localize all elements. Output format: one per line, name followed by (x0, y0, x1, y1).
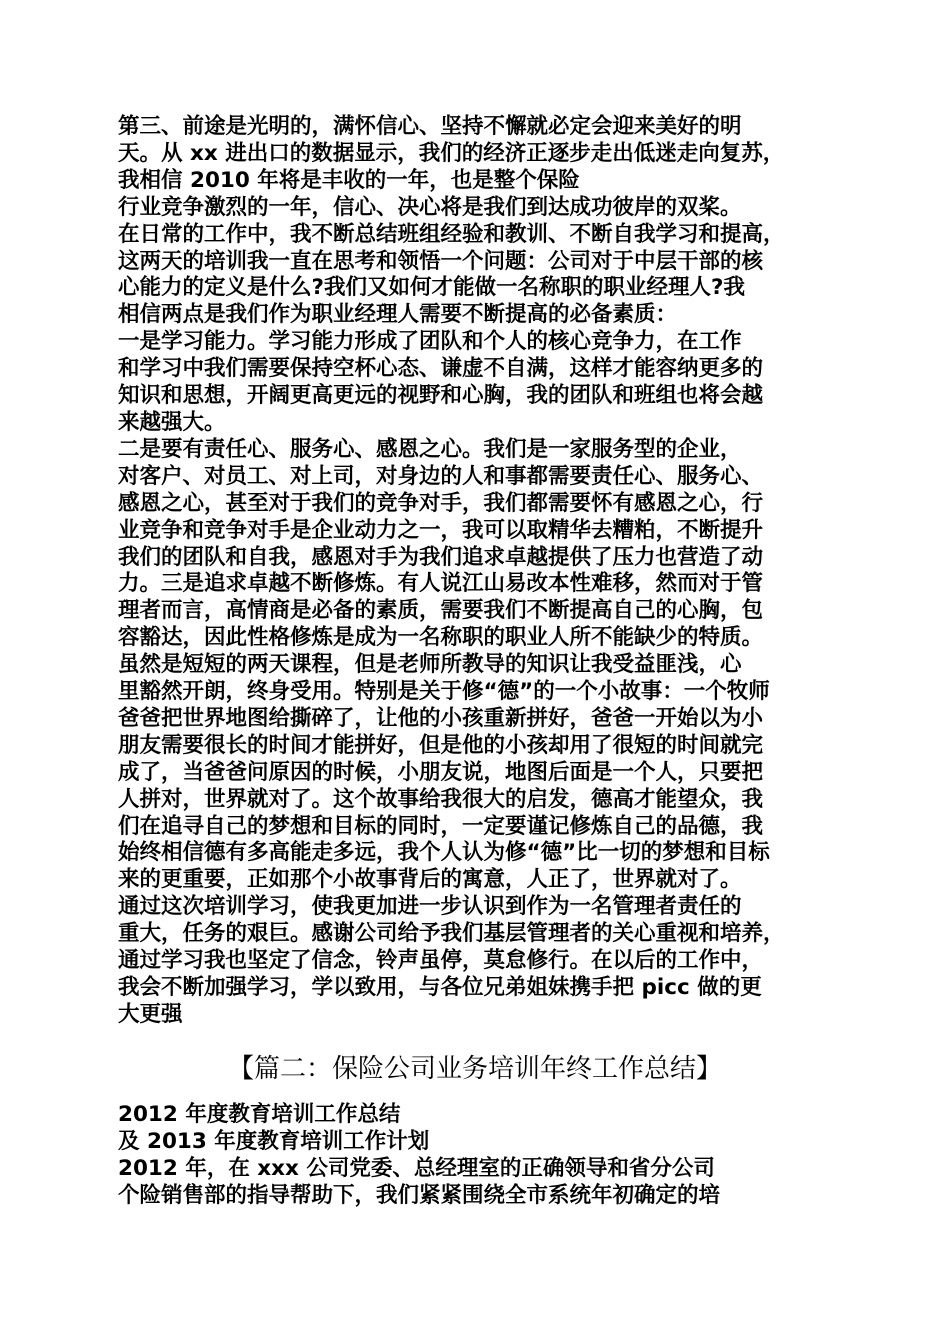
text-line: 个险销售部的指导帮助下，我们紧紧围绕全市系统年初确定的培 (118, 1182, 721, 1208)
text-line: 成了，当爸爸问原因的时候，小朋友说，地图后面是一个人，只要把 (118, 759, 764, 785)
text-line: 通过学习我也坚定了信念，铃声虽停，莫怠修行。在以后的工作中， (118, 948, 764, 974)
text-line: 及 2013 年度教育培训工作计划 (118, 1128, 430, 1154)
text-line: 大更强 (118, 1001, 183, 1027)
text-line: 理者而言，高情商是必备的素质，需要我们不断提高自己的心胸，包 (118, 598, 764, 624)
text-line: 始终相信德有多高能走多远，我个人认为修“德”比一切的梦想和目标 (118, 840, 770, 866)
text-line: 对客户、对员工、对上司，对身边的人和事都需要责任心、服务心、 (118, 463, 764, 489)
text-line: 在日常的工作中，我不断总结班组经验和教训、不断自我学习和提高， (118, 221, 785, 247)
text-line: 我们的团队和自我，感恩对手为我们追求卓越提供了压力也营造了动 (118, 544, 764, 570)
text-line: 业竞争和竞争对手是企业动力之一，我可以取精华去糟粕，不断提升 (118, 517, 764, 543)
text-line: 心能力的定义是什么?我们又如何才能做一名称职的职业经理人?我 (118, 275, 745, 301)
text-line: 来的更重要，正如那个小故事背后的寓意，人正了，世界就对了。 (118, 867, 742, 893)
section-two-heading: 【篇二：保险公司业务培训年终工作总结】 (227, 1054, 722, 1084)
text-line: 我相信 2010 年将是丰收的一年，也是整个保险 (118, 167, 580, 193)
text-line: 2012 年度教育培训工作总结 (118, 1102, 401, 1127)
text-line: 行业竞争激烈的一年，信心、决心将是我们到达成功彼岸的双桨。 (118, 194, 742, 220)
section-one-body (118, 114, 858, 1029)
text-line: 重大，任务的艰巨。感谢公司给予我们基层管理者的关心重视和培养， (118, 921, 785, 947)
text-line: 一是学习能力。学习能力形成了团队和个人的核心竞争力，在工作 (118, 329, 742, 355)
text-line: 这两天的培训我一直在思考和领悟一个问题：公司对于中层干部的核 (118, 248, 764, 274)
text-line: 来越强大。 (118, 409, 226, 435)
text-line: 爸爸把世界地图给撕碎了，让他的小孩重新拼好，爸爸一开始以为小 (118, 705, 764, 731)
text-line: 和学习中我们需要保持空杯心态、谦虚不自满，这样才能容纳更多的 (118, 356, 764, 382)
text-line: 相信两点是我们作为职业经理人需要不断提高的必备素质： (118, 302, 678, 328)
section-two-body (118, 1102, 858, 1210)
text-line: 力。三是追求卓越不断修炼。有人说江山易改本性难移，然而对于管 (118, 571, 764, 597)
text-line: 感恩之心，甚至对于我们的竞争对手，我们都需要怀有感恩之心，行 (118, 490, 764, 516)
text-line: 朋友需要很长的时间才能拼好，但是他的小孩却用了很短的时间就完 (118, 732, 764, 758)
text-line: 容豁达，因此性格修炼是成为一名称职的职业人所不能缺少的特质。 (118, 625, 764, 651)
text-line: 天。从 xx 进出口的数据显示，我们的经济正逐步走出低迷走向复苏， (118, 140, 785, 166)
text-line: 我会不断加强学习，学以致用，与各位兄弟姐妹携手把 picc 做的更 (118, 975, 762, 1000)
text-line: 2012 年，在 xxx 公司党委、总经理室的正确领导和省分公司 (118, 1155, 715, 1181)
text-line: 知识和思想，开阔更高更远的视野和心胸，我的团队和班组也将会越 (118, 383, 764, 409)
text-line: 们在追寻自己的梦想和目标的同时，一定要谨记修炼自己的品德，我 (118, 813, 764, 839)
text-line: 里豁然开朗，终身受用。特别是关于修“德”的一个小故事：一个牧师 (118, 679, 770, 705)
text-line: 人拼对，世界就对了。这个故事给我很大的启发，德高才能望众，我 (118, 786, 764, 812)
text-line: 二是要有责任心、服务心、感恩之心。我们是一家服务型的企业， (118, 436, 742, 462)
text-line: 第三、前途是光明的，满怀信心、坚持不懈就必定会迎来美好的明 (118, 114, 742, 139)
text-line: 通过这次培训学习，使我更加进一步认识到作为一名管理者责任的 (118, 894, 742, 920)
text-line: 虽然是短短的两天课程，但是老师所教导的知识让我受益匪浅，心 (118, 652, 742, 678)
